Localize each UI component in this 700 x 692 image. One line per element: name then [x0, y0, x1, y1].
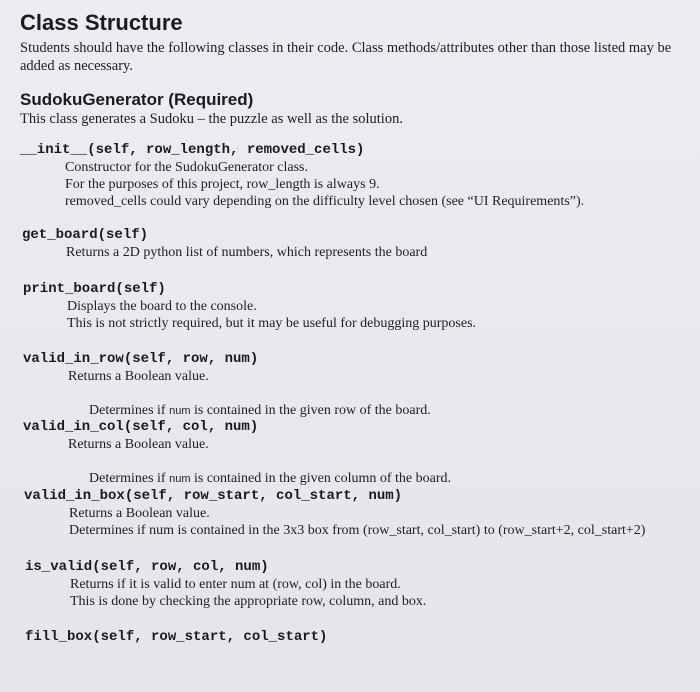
- desc-text-after: is contained in the given row of the board.: [190, 403, 431, 418]
- method-description-line: Returns a Boolean value.: [68, 369, 209, 384]
- method-signature: print_board(self): [23, 281, 166, 297]
- method-description-line: Constructor for the SudokuGenerator class.: [65, 160, 308, 175]
- method-is-valid: [0, 558, 700, 610]
- inline-code-num: num: [169, 405, 191, 417]
- class-heading: SudokuGenerator (Required): [20, 90, 254, 109]
- method-description-line: Returns a 2D python list of numbers, which represents the board: [66, 245, 428, 260]
- desc-text-after: is contained in the given column of the board.: [190, 471, 451, 486]
- method-print-board: [0, 280, 700, 332]
- method-signature: __init__(self, row_length, removed_cells): [20, 142, 365, 158]
- class-description: This class generates a Sudoku – the puzzle as well as the solution.: [20, 111, 403, 127]
- method-signature: is_valid(self, row, col, num): [25, 559, 269, 575]
- method-signature: get_board(self): [22, 227, 149, 243]
- method-init: [0, 141, 700, 210]
- method-get-board: [0, 226, 700, 261]
- method-description-line: This is not strictly required, but it may be useful for debugging purposes.: [67, 316, 477, 331]
- intro-paragraph: Students should have the following classes in their code. Class methods/attributes other than those listed may be added as necessary.: [20, 40, 672, 74]
- method-description-line: removed_cells could vary depending on the difficulty level chosen (see “UI Requirements”).: [65, 194, 585, 209]
- method-signature: fill_box(self, row_start, col_start): [25, 629, 328, 645]
- method-signature: valid_in_box(self, row_start, col_start, num): [24, 488, 403, 504]
- method-description-line: This is done by checking the appropriate row, column, and box.: [70, 594, 427, 609]
- method-signature: valid_in_row(self, row, num): [23, 351, 259, 367]
- page-title: Class Structure: [20, 10, 183, 35]
- method-signature: valid_in_col(self, col, num): [23, 419, 259, 435]
- method-description-line: For the purposes of this project, row_length is always 9.: [65, 177, 380, 192]
- method-description-line: Returns a Boolean value.: [68, 437, 209, 452]
- method-description-line: Returns if it is valid to enter num at (row, col) in the board.: [70, 577, 401, 592]
- method-description-line: Returns a Boolean value.: [69, 506, 210, 521]
- desc-text-before: Determines if: [89, 471, 170, 486]
- method-description-line: Displays the board to the console.: [67, 299, 257, 314]
- inline-code-num: num: [169, 473, 191, 485]
- method-description-line: Determines if num is contained in the 3x3 box from (row_start, col_start) to (row_start+2, col_start+2): [69, 523, 646, 538]
- method-fill-box: [0, 628, 700, 646]
- method-valid-in-box: [0, 487, 700, 539]
- desc-text-before: Determines if: [89, 403, 170, 418]
